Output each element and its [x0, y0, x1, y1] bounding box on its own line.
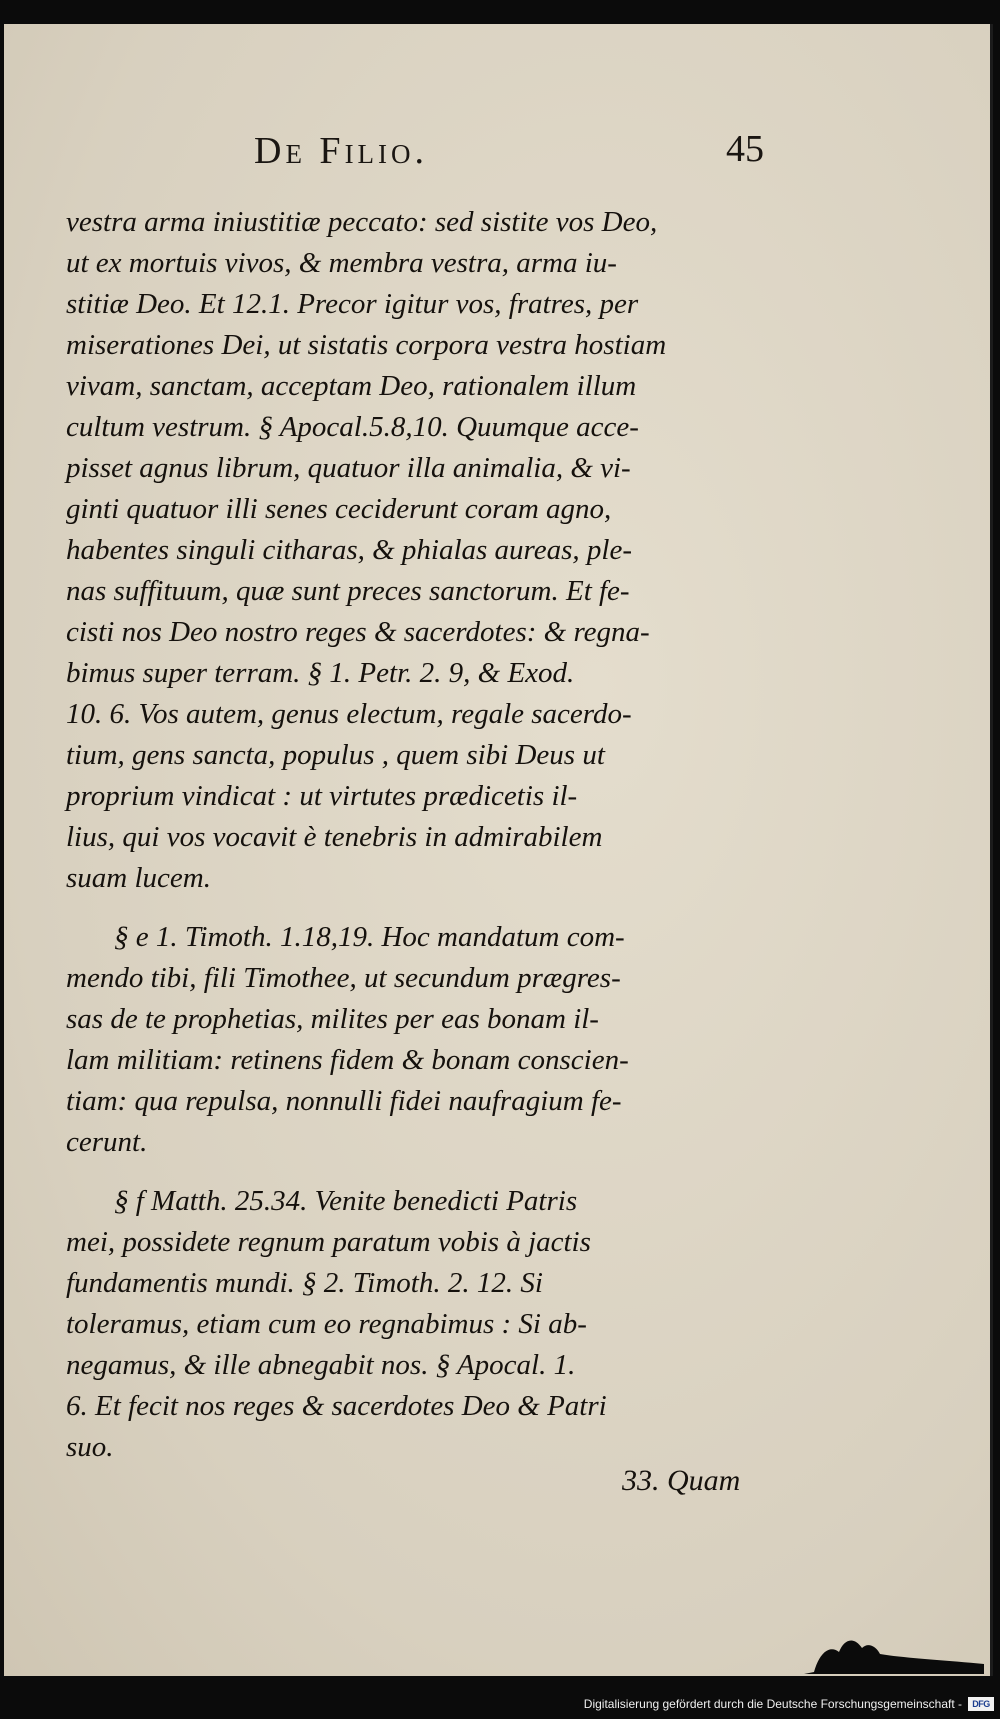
text-line: negamus, & ille abnegabit nos. § Apocal. 1. — [66, 1349, 576, 1381]
text-line: proprium vindicat : ut virtutes prædicetis il- — [66, 780, 578, 812]
running-title: De Filio. — [254, 130, 429, 172]
text-line: bimus super terram. § 1. Petr. 2. 9, & Exod. — [66, 657, 575, 689]
text-line: nas suffituum, quæ sunt preces sanctorum. Et fe- — [66, 575, 630, 607]
text-line: tiam: qua repulsa, nonnulli fidei naufragium fe- — [66, 1085, 622, 1117]
text-line: cisti nos Deo nostro reges & sacerdotes: & regna- — [66, 616, 650, 648]
text-line: tium, gens sancta, populus , quem sibi Deus ut — [66, 739, 605, 771]
text-line: pisset agnus librum, quatuor illa animalia, & vi- — [66, 452, 631, 484]
text-line: toleramus, etiam cum eo regnabimus : Si ab- — [66, 1308, 587, 1340]
text-line: § f Matth. 25.34. Venite benedicti Patris — [114, 1185, 578, 1217]
paragraph-gap — [66, 899, 756, 917]
text-line: suo. — [66, 1431, 114, 1463]
text-line: stitiæ Deo. Et 12.1. Precor igitur vos, fratres, per — [66, 288, 639, 320]
text-line: vestra arma iniustitiæ peccato: sed sistite vos Deo, — [66, 206, 658, 238]
digitization-footer — [584, 1693, 994, 1715]
text-line: mendo tibi, fili Timothee, ut secundum prægres- — [66, 962, 621, 994]
catchword: 33. Quam — [622, 1464, 741, 1497]
text-line: lius, qui vos vocavit è tenebris in admirabilem — [66, 821, 603, 853]
text-line: habentes singuli citharas, & phialas aureas, ple- — [66, 534, 633, 566]
page-header — [124, 119, 764, 189]
dfg-logo-icon: DFG — [968, 1697, 994, 1711]
text-line: cerunt. — [66, 1126, 148, 1158]
text-line: § e 1. Timoth. 1.18,19. Hoc mandatum com- — [114, 921, 625, 953]
footer-credit: Digitalisierung gefördert durch die Deutsche Forschungsgemeinschaft - — [583, 1697, 962, 1711]
text-line: 6. Et fecit nos reges & sacerdotes Deo & Patri — [66, 1390, 607, 1422]
ink-blot — [784, 1624, 984, 1674]
page-number: 45 — [726, 128, 764, 170]
text-line: ut ex mortuis vivos, & membra vestra, arma iu- — [66, 247, 617, 279]
text-line: fundamentis mundi. § 2. Timoth. 2. 12. Si — [66, 1267, 543, 1299]
body-text — [66, 202, 756, 1468]
book-page — [4, 24, 993, 1676]
text-line: lam militiam: retinens fidem & bonam conscien- — [66, 1044, 629, 1076]
text-line: ginti quatuor illi senes ceciderunt coram agno, — [66, 493, 612, 525]
text-line: mei, possidete regnum paratum vobis à jactis — [66, 1226, 591, 1258]
text-line: miserationes Dei, ut sistatis corpora vestra hostiam — [66, 329, 667, 361]
text-line: 10. 6. Vos autem, genus electum, regale sacerdo- — [66, 698, 632, 730]
text-line: cultum vestrum. § Apocal.5.8,10. Quumque acce- — [66, 411, 639, 443]
text-line: sas de te prophetias, milites per eas bonam il- — [66, 1003, 599, 1035]
paragraph-gap — [66, 1163, 756, 1181]
text-line: suam lucem. — [66, 862, 211, 894]
text-line: vivam, sanctam, acceptam Deo, rationalem illum — [66, 370, 637, 402]
